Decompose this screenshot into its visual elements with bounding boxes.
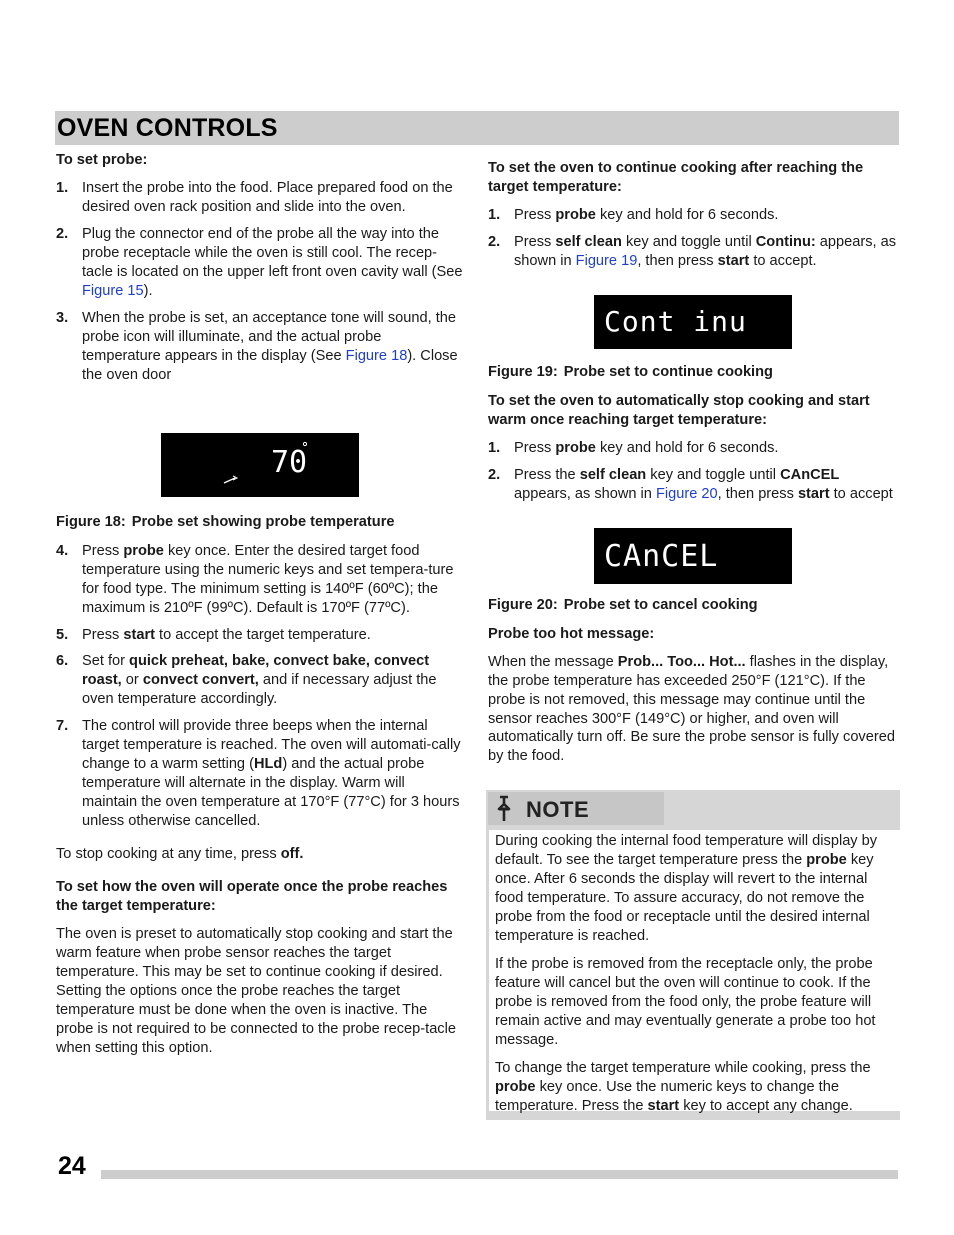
operate-heading: To set how the oven will operate once the probe reaches the target temperature: xyxy=(56,879,448,915)
step-item xyxy=(56,225,464,301)
oven-display-cancel xyxy=(594,528,792,584)
continue-steps xyxy=(488,206,898,271)
step-item xyxy=(488,233,898,271)
step-text: Press the self clean key and toggle until CAnCEL appears, as shown in Figure 20, then press start to accept xyxy=(514,466,893,502)
figure-18-label: Figure 18: xyxy=(56,513,126,530)
step-item xyxy=(56,179,464,217)
step-number: 4. xyxy=(56,542,69,559)
set-probe-steps xyxy=(56,179,464,385)
probe-too-hot-heading: Probe too hot message: xyxy=(488,625,655,642)
target-temperature-steps xyxy=(56,542,464,832)
bold-term: HLd xyxy=(253,756,283,773)
step-item xyxy=(56,626,464,645)
note-title: NOTE xyxy=(526,797,590,822)
bold-term: start xyxy=(797,485,830,502)
figure-link[interactable]: Figure 20 xyxy=(655,485,718,502)
bold-term: probe xyxy=(555,439,596,456)
note-box xyxy=(486,790,900,1120)
note-header xyxy=(488,792,664,825)
step-item xyxy=(56,542,464,618)
bold-term: probe xyxy=(806,851,847,868)
bold-term: off. xyxy=(280,846,304,863)
bold-term: probe xyxy=(495,1078,536,1095)
figure-20-caption xyxy=(488,596,898,615)
section-title: OVEN CONTROLS xyxy=(57,114,278,142)
step-item xyxy=(488,439,898,458)
figure-link[interactable]: Figure 15 xyxy=(82,282,144,299)
step-number: 2. xyxy=(56,225,69,242)
figure-19-caption xyxy=(488,363,898,382)
figure-20 xyxy=(488,528,898,584)
bold-term: CAnCEL xyxy=(780,466,840,483)
display-continue-text: Cont inu xyxy=(604,304,747,338)
step-number: 1. xyxy=(488,206,501,223)
note-paragraph-1: During cooking the internal food temperature will display by default. To see the target temperature press the probe key once. After 6 seconds the display will revert to the internal food temperature. To assure accuracy, do not remove the probe from the food or receptacle until the desired internal temperature is reached. xyxy=(495,833,878,944)
bold-term: self clean xyxy=(555,233,622,250)
step-text: Insert the probe into the food. Place prepared food on the desired oven rack position and slide into the oven. xyxy=(82,179,453,215)
step-number: 2. xyxy=(488,233,501,250)
figure-20-caption-text: Probe set to cancel cooking xyxy=(563,596,758,613)
operate-text: The oven is preset to automatically stop cooking and start the warm feature when probe sensor reaches the target temperature. This may be set to continue cooking if desired. Setting the options once the probe reaches the target temperature must be done when the oven is inactive. The probe is not required to be connected to the probe recep-tacle when setting this option. xyxy=(56,926,456,1056)
note-body xyxy=(489,830,901,1114)
right-column xyxy=(488,159,898,775)
step-number: 3. xyxy=(56,309,69,326)
step-number: 6. xyxy=(56,653,69,670)
note-paragraph-3: To change the target temperature while cooking, press the probe key once. Use the numeric keys to change the temperature. Press the start key to accept any change. xyxy=(495,1059,871,1114)
bold-term: probe xyxy=(555,206,596,223)
auto-stop-steps xyxy=(488,439,898,504)
step-text: Set for quick preheat, bake, convect bake, convect roast, or convect convert, and if necessary adjust the oven temperature accordingly. xyxy=(82,653,437,708)
bold-term: quick preheat, bake, convect bake, convect roast, xyxy=(82,653,430,689)
step-number: 1. xyxy=(56,179,69,196)
figure-20-label: Figure 20: xyxy=(488,596,558,613)
set-probe-heading: To set probe: xyxy=(56,152,148,168)
probe-too-hot-text: When the message Prob... Too... Hot... flashes in the display, the probe temperature has exceeded 250°F (121°C). If the probe is not removed, this message may continue until the sensor reaches 300°F (149°C) or higher, and oven will automatically turn off. Be sure the probe sensor is fully covered by the food. xyxy=(488,653,895,765)
step-item xyxy=(56,309,464,385)
oven-display-temperature xyxy=(161,433,359,497)
step-text: Press probe key and hold for 6 seconds. xyxy=(514,206,779,223)
step-number: 2. xyxy=(488,466,501,483)
step-text: Press start to accept the target temperature. xyxy=(82,626,371,643)
figure-link[interactable]: Figure 18 xyxy=(345,347,408,364)
bold-term: start xyxy=(647,1097,680,1114)
figure-18-caption xyxy=(56,513,464,532)
bold-term: start xyxy=(717,252,750,269)
figure-19-caption-text: Probe set to continue cooking xyxy=(563,363,773,380)
page-number: 24 xyxy=(58,1152,86,1180)
stop-cooking-text: To stop cooking at any time, press off. xyxy=(56,846,304,863)
figure-18 xyxy=(56,433,464,497)
step-text: Plug the connector end of the probe all the way into the probe receptacle while the oven is still cool. The recep-tacle is located on the upper left front oven cavity wall (See Figure 15). xyxy=(82,225,463,299)
bold-term: self clean xyxy=(579,466,647,483)
step-number: 1. xyxy=(488,439,501,456)
bold-term: Continu: xyxy=(755,233,816,250)
bold-term: Prob... Too... Hot... xyxy=(617,653,746,670)
pushpin-icon xyxy=(494,794,516,824)
step-text: Press probe key and hold for 6 seconds. xyxy=(514,439,779,456)
step-text: Press self clean key and toggle until Continu: appears, as shown in Figure 19, then press start to accept. xyxy=(514,233,897,269)
figure-18-caption-text: Probe set showing probe temperature xyxy=(131,513,395,530)
step-number: 7. xyxy=(56,718,69,735)
step-item xyxy=(56,652,464,709)
continue-heading: To set the oven to continue cooking after reaching the target temperature: xyxy=(488,160,864,195)
section-header-bar xyxy=(55,111,899,145)
figure-19 xyxy=(488,295,898,349)
bold-term: probe xyxy=(123,542,164,559)
step-text: Press probe key once. Enter the desired target food temperature using the numeric keys and set tempera-ture for food type. The minimum setting is 140ºF (60ºC); the maximum is 210ºF (99ºC). Default is 170ºF (77ºC). xyxy=(82,542,454,616)
bold-term: start xyxy=(123,626,155,643)
note-paragraph-2: If the probe is removed from the receptacle only, the probe feature will cancel but the oven will continue to cook. If the probe is removed from the food only, the probe feature will remain active and may eventually generate a probe too hot message. xyxy=(495,955,876,1048)
oven-display-continue xyxy=(594,295,792,349)
step-text: When the probe is set, an acceptance tone will sound, the probe icon will illuminate, and the actual probe temperature appears in the display (See Figure 18). Close the oven door xyxy=(82,309,458,383)
step-item xyxy=(488,206,898,225)
display-temperature-text: 70 xyxy=(271,444,308,480)
auto-stop-heading: To set the oven to automatically stop cooking and start warm once reaching target temperature: xyxy=(488,392,870,428)
display-cancel-text: CAnCEL xyxy=(604,538,719,574)
bold-term: convect convert, xyxy=(142,672,259,689)
figure-19-label: Figure 19: xyxy=(488,363,558,380)
step-text: The control will provide three beeps when the internal target temperature is reached. The oven will automati-cally change to a warm setting (HLd) and the actual probe temperature will alternate in the display. Warm will maintain the oven temperature at 170°F (77°C) for 3 hours unless otherwise cancelled. xyxy=(82,718,461,830)
figure-link[interactable]: Figure 19 xyxy=(575,252,638,269)
step-item xyxy=(488,466,898,504)
left-column xyxy=(56,151,464,1067)
step-item xyxy=(56,717,464,831)
step-number: 5. xyxy=(56,626,69,643)
footer-bar xyxy=(101,1170,898,1179)
